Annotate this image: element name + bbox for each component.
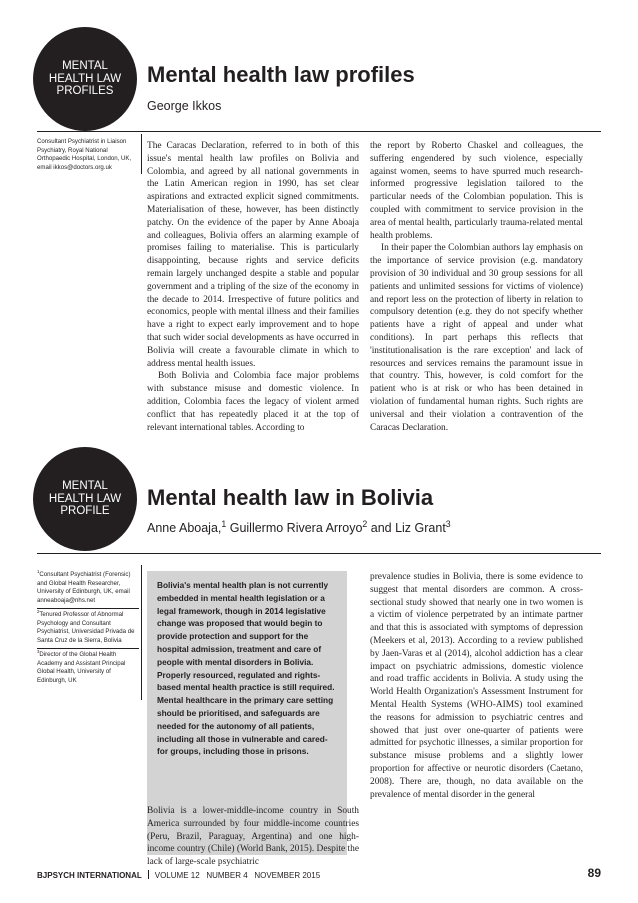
affiliation-divider (141, 565, 142, 700)
body-column-1 (147, 140, 359, 434)
badge-line: HEALTH LAW (48, 492, 122, 505)
paragraph: The Caracas Declaration, referred to in both of this issue's mental health law profiles on Bolivia and Colombia, and agreed by all national governments in the Latin American region in 1990, has set clear aspirations and extracted explicit signed commitments. Materialisation of these, however, has been distinctly patchy. On the evidence of the paper by Anne Aboaja and colleagues, Bolivia offers an alarming example of promises failing to materialise. This is particularly disappointing, because rights and service deficits remain largely unchanged despite a stable and popular government and a tripling of the size of the economy in the decade to 2014. Irrespective of future politics and economics, people with mental illness and their families have a right to expect early improvement and to hope that such wider social developments as have occurred in Bolivia will create a favourable climate in which to address mental health issues. (147, 141, 359, 369)
body-column-2 (370, 140, 583, 434)
article-author: George Ikkos (147, 99, 222, 113)
body-column-1-text (147, 805, 359, 869)
author-name: and Liz Grant (367, 521, 446, 535)
author-sup: 3 (445, 518, 451, 529)
author-sup: 2 (362, 518, 368, 529)
paragraph: prevalence studies in Bolivia, there is some evidence to suggest that mental disorders are common. A cross-sectional study showed that nearly one in two women is a victim of violence perpetrated by an intimate partner and that this is associated with symptoms of depression (Meekers et al, 2013). According to a review published by Jaen-Varas et al (2014), alcohol addiction has a clear impact on psychiatric admissions, domestic violence and road traffic accidents in Bolivia. A study using the World Health Organization's Assessment Instrument for Mental Health Systems (WHO-AIMS) tool examined the reasons for admission to psychiatric centres and showed that just over one-quarter of patients were admitted for psychotic illnesses, a similar proportion for substance misuse problems and a slightly lower proportion for affective or neurotic disorders (Caetano, 2008). There are, though, no data available on the prevalence of mental disorder in the general (370, 572, 583, 800)
profile-badge (33, 27, 137, 131)
author-affiliations (37, 568, 139, 688)
author-name: Anne Aboaja, (147, 521, 222, 535)
affiliation-item: $^1$Consultant Psychiatrist (Forensic) and Global Health Researcher, University of Edinburgh, UK, email anneaboaja@nhs.net (37, 568, 131, 604)
page-number: 89 (587, 866, 601, 880)
header-rule (37, 131, 601, 132)
affiliation-divider (141, 134, 142, 174)
author-name: Guillermo Rivera Arroyo (226, 521, 363, 535)
body-column-2 (370, 571, 583, 801)
badge-line: HEALTH LAW (48, 72, 122, 85)
author-affiliation: Consultant Psychiatrist in Liaison Psychiatry, Royal National Orthopaedic Hospital, London, UK, email ikkos@doctors.org.uk (37, 138, 132, 171)
profile-badge (33, 447, 137, 551)
journal-name: BJPSYCH INTERNATIONAL (37, 871, 142, 880)
badge-line: PROFILES (56, 85, 114, 98)
affiliation-item: $^3$Director of the Global Health Academy and Assistant Principal Global Health, University of Edinburgh, UK (37, 648, 139, 688)
article-title: Mental health law profiles (147, 62, 415, 87)
issue-number: NUMBER 4 (206, 871, 248, 880)
page-footer (37, 866, 601, 880)
badge-line: MENTAL (62, 480, 108, 493)
paragraph: the report by Roberto Chaskel and colleagues, the suffering engendered by such violence, especially against women, seems to have spurred much research-informed progressive legislation tailored to the particular needs of the Colombian population. This is coupled with commitment to service provision in the area of mental health, particularly trauma-related mental health problems. (370, 141, 583, 241)
article-authors (147, 518, 451, 535)
summary-text: Bolivia's mental health plan is not currently embedded in mental health legislation or a legal framework, though in 2014 legislative change was proposed that would begin to provide protection and support for the hospital admission, treatment and care of people with mental disorders in Bolivia. Properly resourced, regulated and rights-based mental health practice is still required. Mental healthcare in the primary care setting should be prioritised, and safeguards are needed for the autonomy of all patients, including all those in vulnerable and cared-for groups, including those in prisons. (157, 580, 335, 757)
header-rule (37, 553, 601, 554)
paragraph: In their paper the Colombian authors lay emphasis on the importance of service provision (e.g. mandatory provision of 30 individual and 30 group sessions for all patients and unlimited sessions for victims of violence) and report less on the protection of liberty in relation to compulsory detention (e.g. they do not specify whether patients have a right of appeal and under what conditions). In part perhaps this reflects that 'institutionalisation is the rare exception' and lack of resources and services remains the paramount issue in that country. This, however, is cold comfort for the patient who is at risk or who has been detained in violation of fundamental human rights. Such rights are universal and their violation a contravention of the Caracas Declaration. (370, 243, 583, 433)
affiliation-item: $^2$Tenured Professor of Abnormal Psychology and Consultant Psychiatrist, Universidad Privada de Santa Cruz de la Sierra, Bolivia (37, 608, 139, 648)
issue-date: NOVEMBER 2015 (254, 871, 321, 880)
paragraph: Bolivia is a lower-middle-income country in South America surrounded by four middle-income countries (Peru, Brazil, Paraguay, Argentina) and one high-income country (Chile) (World Bank, 2015). Despite the lack of large-scale psychiatric (147, 806, 359, 868)
footer-separator (148, 870, 149, 879)
badge-line: PROFILE (60, 505, 110, 518)
badge-line: MENTAL (62, 60, 108, 73)
author-sup: 1 (221, 518, 227, 529)
volume-label: VOLUME 12 (154, 871, 200, 880)
article-title: Mental health law in Bolivia (147, 485, 434, 510)
paragraph: Both Bolivia and Colombia face major problems with substance misuse and domestic violence. In addition, Colombia faces the legacy of violent armed conflict that has repeatedly placed it at the top of relevant international tables. According to (147, 371, 359, 433)
